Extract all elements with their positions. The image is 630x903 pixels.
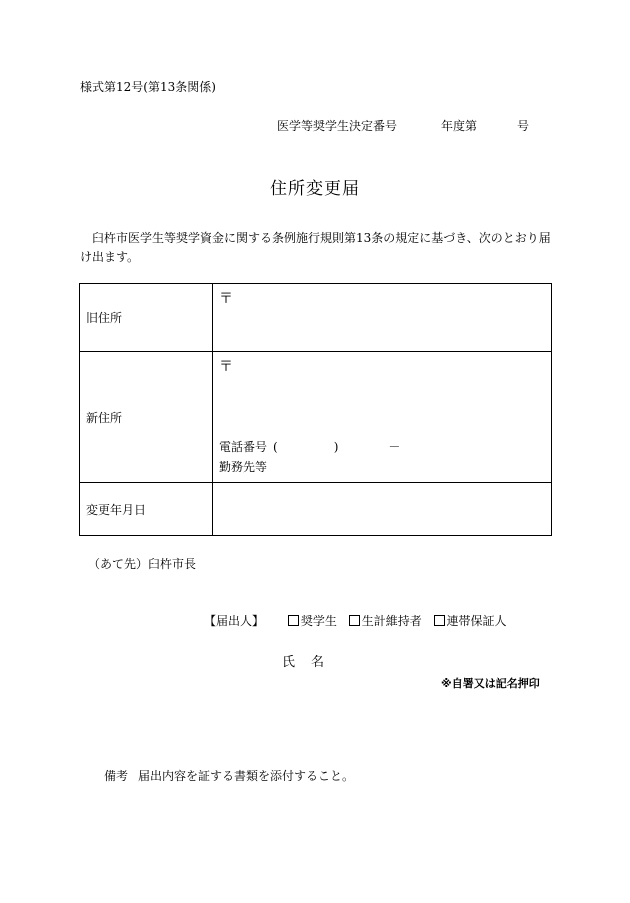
addressee: （あて先）臼杵市長	[88, 557, 197, 571]
phone-open-paren: (	[273, 440, 278, 454]
change-date-label: 変更年月日	[80, 483, 213, 536]
phone-number-line	[219, 438, 400, 455]
name-label: 氏 名	[282, 655, 325, 670]
number-label: 号	[517, 119, 530, 133]
new-address-label: 新住所	[80, 352, 213, 483]
role-scholarship-student[interactable]: 奨学生	[288, 614, 337, 630]
new-address-field[interactable]	[213, 352, 552, 483]
change-date-row	[80, 483, 552, 536]
old-address-field[interactable]	[213, 284, 552, 352]
checkbox[interactable]	[434, 615, 445, 626]
postal-mark: 〒	[219, 291, 233, 307]
phone-dash: －	[388, 440, 401, 454]
form-number: 様式第12号(第13条関係)	[80, 80, 216, 94]
phone-close-paren: )	[333, 440, 339, 454]
old-address-label: 旧住所	[80, 284, 213, 352]
role-joint-guarantor[interactable]: 連帯保証人	[434, 614, 507, 630]
decision-label: 医学等奨学生決定番号	[277, 119, 398, 133]
checkbox[interactable]	[288, 615, 299, 626]
new-address-row	[80, 352, 552, 483]
decision-number-line	[277, 119, 529, 135]
checkbox[interactable]	[349, 615, 360, 626]
remarks-label: 備考	[104, 769, 129, 783]
seal-note: ※自署又は記名押印	[441, 677, 540, 690]
year-label: 年度第	[441, 119, 478, 133]
address-change-table	[79, 283, 552, 536]
postal-mark: 〒	[219, 359, 233, 375]
intro-text: 臼杵市医学生等奨学資金に関する条例施行規則第13条の規定に基づき、次のとおり届け出ます。	[80, 231, 551, 264]
workplace-label: 勤務先等	[219, 460, 268, 474]
old-address-row	[80, 284, 552, 352]
phone-label: 電話番号	[219, 440, 268, 454]
applicant-label: 【届出人】	[204, 614, 265, 628]
change-date-field[interactable]	[213, 483, 552, 536]
remarks	[104, 769, 354, 785]
applicant-line	[204, 614, 515, 630]
role-household-supporter[interactable]: 生計維持者	[349, 614, 422, 630]
remarks-text: 届出内容を証する書類を添付すること。	[138, 769, 355, 783]
page-title: 住所変更届	[270, 179, 360, 199]
